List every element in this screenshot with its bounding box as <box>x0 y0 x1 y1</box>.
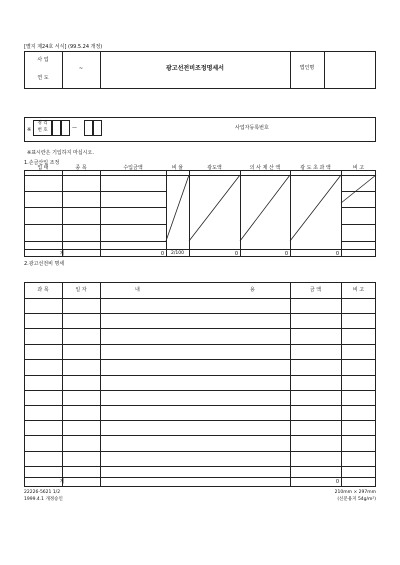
page-title: 광고선전비조정명세서 <box>166 65 224 72</box>
reg-dash: — <box>72 125 77 131</box>
s1-col-limit: 광도액 <box>207 165 222 171</box>
s2-total-label: 계 <box>59 479 65 485</box>
s1-col-remarks: 비 고 <box>352 165 365 171</box>
form-number-note: [별지 제24호 서식] (99.5.24 개정) <box>24 44 103 50</box>
s2-col-content-right: 용 <box>250 287 255 293</box>
form-code: 22226-5621 1/2 <box>24 490 61 495</box>
s1-col-revenue: 수입금액 <box>123 165 143 171</box>
s2-col-amount: 금 액 <box>309 287 322 293</box>
period-label-line1: 사 업 <box>37 57 49 63</box>
corp-name-label: 법인명 <box>299 65 315 71</box>
section1-title: 1.손금산입 조정 <box>24 160 60 166</box>
s2-col-content-left: 내 <box>135 287 140 293</box>
period-label-line2: 연 도 <box>37 75 49 81</box>
s1-total-revenue: 0 <box>160 251 164 257</box>
s1-col-business-type: 업 태 <box>37 165 49 171</box>
s1-col-ratio: 비 율 <box>171 165 184 171</box>
section2-title: 2.광고선전비 명세 <box>24 261 65 267</box>
reg-label-line2: 번 호 <box>37 128 48 133</box>
s2-col-account: 과 목 <box>37 287 49 293</box>
s2-col-remarks: 비 고 <box>352 287 365 293</box>
approval-date: 1999.4.1 개정승인 <box>24 497 63 502</box>
biz-reg-no-label: 사업자등록번호 <box>235 125 269 131</box>
s1-col-item: 종 목 <box>75 165 87 171</box>
paper-size: 210mm × 297mm <box>334 490 376 495</box>
reg-label-line1: 정 리 <box>37 121 48 126</box>
paper-type: (신문용지 54g/m²) <box>337 497 376 502</box>
notice-text: ※표시란은 기입하지 마십시오. <box>27 150 94 156</box>
s1-total-calculated: 0 <box>284 251 288 257</box>
s1-total-excess: 0 <box>335 251 339 257</box>
star-mark: ※ <box>27 127 32 133</box>
period-tilde: ~ <box>78 66 84 72</box>
s1-col-calculated: 의 사 제 산 액 <box>249 165 281 171</box>
s2-total-amount: 0 <box>335 479 339 485</box>
s1-total-limit: 0 <box>234 251 238 257</box>
s1-total-ratio: 2/100 <box>171 251 184 256</box>
s1-col-excess: 광 도 초 과 액 <box>300 165 331 171</box>
s2-col-date: 일 자 <box>75 287 87 293</box>
s1-total-label: 계 <box>59 251 65 257</box>
